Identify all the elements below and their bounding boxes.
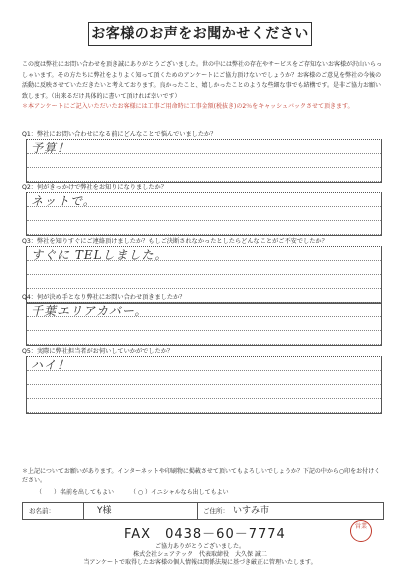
question-label: Q1：弊社にお問い合わせになる前にどんなことで悩んでいましたか？ xyxy=(22,131,217,138)
consent-option-name: （ ）名前を出してもよい xyxy=(36,489,115,496)
answer-box xyxy=(26,192,382,236)
intro-section xyxy=(22,60,384,113)
thanks-text: ご協力ありがとうございました。 xyxy=(154,543,245,550)
question-label: Q2：何がきっかけで弊社をお知りになりましたか？ xyxy=(22,184,167,191)
consent-option-initials: （ ○ ）イニシャルなら出してもよい xyxy=(129,489,229,496)
answer-box xyxy=(26,139,382,183)
address-label: ご住所： xyxy=(203,507,229,515)
company-seal: 営業 xyxy=(350,520,372,542)
page-title: お客様のお声をお聞かせください xyxy=(88,22,312,46)
customer-name: Y様 xyxy=(97,506,112,516)
question-4 xyxy=(22,293,382,346)
consent-text: ＊上記についてお願いがあります。インターネットや印刷物に掲載させて頂いてもよろしいでしょうか？下記の中から○印をお付けください。 xyxy=(22,468,381,484)
answer-text: 千葉エリアカバー。 xyxy=(31,304,148,318)
question-label: Q5：実際に弊社担当者がお伺いしていかがでしたか？ xyxy=(22,348,174,355)
intro-paragraph: この度は弊社にお問い合わせを頂き誠にありがとうございました。世の中には弊社の存在やサービスをご存知ないお客様が沢山いらっしゃいます。その方たちに弊社をよりよく知って頂くためのアンケートにご協力頂けないでしょうか？お客様のご意見を弊社の今後の活動に反映させていただきたいと考えております。良かったこと、嬉しかったことのような些細な事でも結構です。是非ご協力お願い致します。（出来るだけ具体的に書いて頂ければ幸いです） xyxy=(22,61,383,100)
customer-address: いすみ市 xyxy=(233,506,270,516)
answer-text: ハイ！ xyxy=(31,358,71,372)
question-1 xyxy=(22,130,382,183)
cashback-note: ＊本アンケートにご記入いただいたお客様には工事ご用命時に工事金額(税抜き)の2％をキャッシュバックさせて頂きます。 xyxy=(22,103,354,110)
answer-text: 予算！ xyxy=(31,141,71,155)
company-signature: 株式会社シェアテック 代表取締役 大久保 誠二 xyxy=(133,551,267,558)
privacy-notice: 当アンケートで取得したお客様の個人情報は関係法規に基づき厳正に管理いたします。 xyxy=(83,559,317,566)
answer-box xyxy=(26,302,382,346)
question-2 xyxy=(22,183,382,236)
question-label: Q3：弊社を知りすぐにご連絡頂けましたか？もしご決断されなかったとしたらどんなことがご不安でしたか？ xyxy=(22,238,328,245)
fax-number: FAX 0438－60－7774 xyxy=(124,527,286,542)
customer-info-box xyxy=(22,502,384,520)
answer-text: ネットで。 xyxy=(31,194,96,208)
question-label: Q4：何が決め手となり弊社にお問い合わせ頂きましたか？ xyxy=(22,294,186,301)
answer-text: すぐに TELしました。 xyxy=(31,248,168,262)
name-label: お名前： xyxy=(29,507,55,515)
question-5 xyxy=(22,347,382,414)
answer-box xyxy=(26,356,382,414)
publication-consent xyxy=(22,467,384,497)
